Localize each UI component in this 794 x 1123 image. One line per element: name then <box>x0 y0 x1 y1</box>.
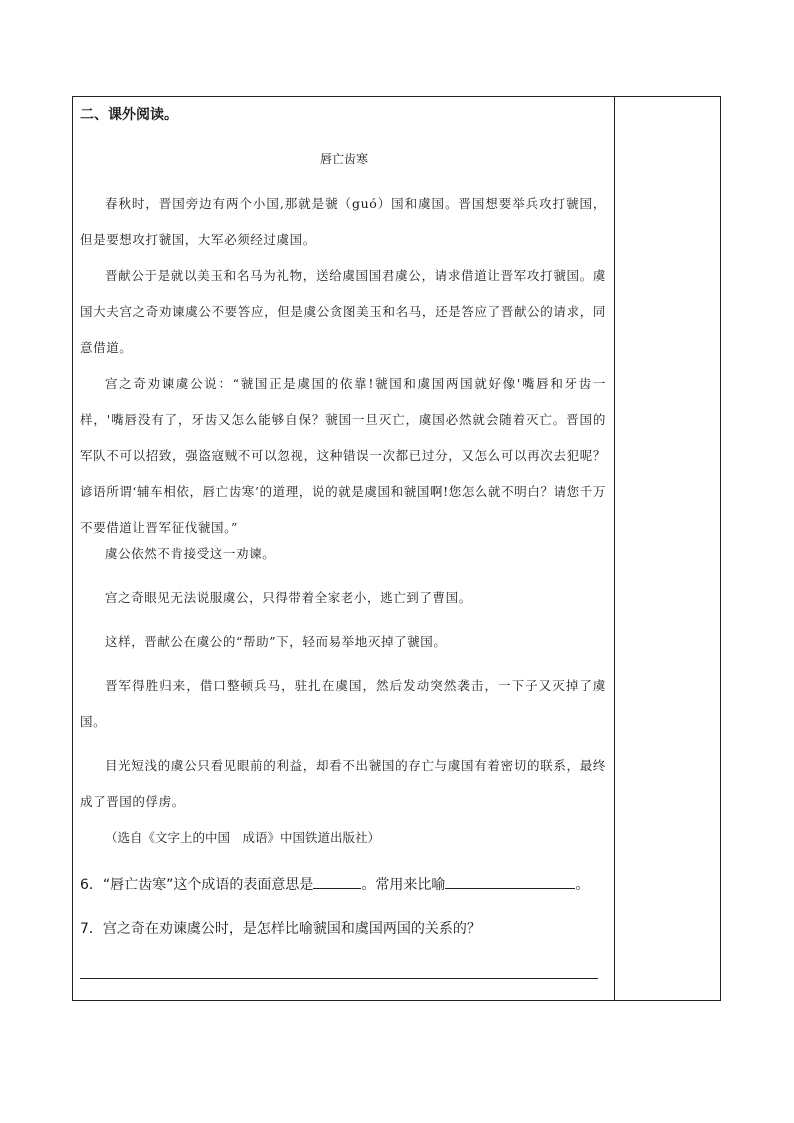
story-paragraph-8: 目光短浅的虞公只看见眼前的利益，却看不出虢国的存亡与虞国有着密切的联系，最终成了晋国的俘虏。 <box>80 758 606 809</box>
section-title: 二、课外阅读。 <box>80 107 178 123</box>
story-paragraph-4: 虞公依然不肯接受这一劝谏。 <box>105 546 276 561</box>
table-column-divider <box>614 96 615 1001</box>
question-6-suffix: 。 <box>575 877 590 893</box>
question-6-middle: 。常用来比喻 <box>361 877 446 893</box>
question-6-prefix: 6．“唇亡齿寒”这个成语的表面意思是 <box>80 877 314 893</box>
question-7: 7．宫之奇在劝谏虞公时，是怎样比喻虢国和虞国两国的关系的？ <box>80 921 481 937</box>
answer-line[interactable] <box>80 978 598 979</box>
story-title: 唇亡齿寒 <box>319 152 368 166</box>
story-paragraph-7: 晋军得胜归来，借口整顿兵马，驻扎在虞国，然后发动突然袭击，一下子又灭掉了虞国。 <box>80 678 606 729</box>
story-paragraph-2: 晋献公于是就以美玉和名马为礼物，送给虞国国君虞公，请求借道让晋军攻打虢国。虞国大夫宫之奇劝谏虞公不要答应，但是虞公贪图美玉和名马，还是答应了晋献公的请求，同意借道。 <box>80 268 606 355</box>
story-source: （选自《文字上的中国 成语》中国铁道出版社） <box>105 830 381 845</box>
story-paragraph-1: 春秋时，晋国旁边有两个小国,那就是虢（guó）国和虞国。晋国想要举兵攻打虢国，但是要想攻打虢国，大军必须经过虞国。 <box>80 196 606 247</box>
story-paragraph-6: 这样，晋献公在虞公的“帮助”下，轻而易举地灭掉了虢国。 <box>105 634 447 649</box>
question-6 <box>80 874 589 894</box>
story-paragraph-3: 宫之奇劝谏虞公说：“虢国正是虞国的依靠!虢国和虞国两国就好像'嘴唇和牙齿一样，'嘴唇没有了，牙齿又怎么能够自保？虢国一旦灭亡，虞国必然就会随着灭亡。晋国的军队不可以招致，强盗寇贼不可以忽视，这种错误一次都已过分，又怎么可以再次去犯呢？谚语所谓‘辅车相依，唇亡齿寒’的道理，说的就是虞国和虢国啊!您怎么就不明白？请您千万不要借道让晋军征伐虢国。” <box>80 376 606 535</box>
answer-blank-1[interactable] <box>313 874 361 889</box>
answer-blank-2[interactable] <box>445 874 575 889</box>
story-paragraph-5: 宫之奇眼见无法说服虞公，只得带着全家老小，逃亡到了曹国。 <box>105 590 472 605</box>
